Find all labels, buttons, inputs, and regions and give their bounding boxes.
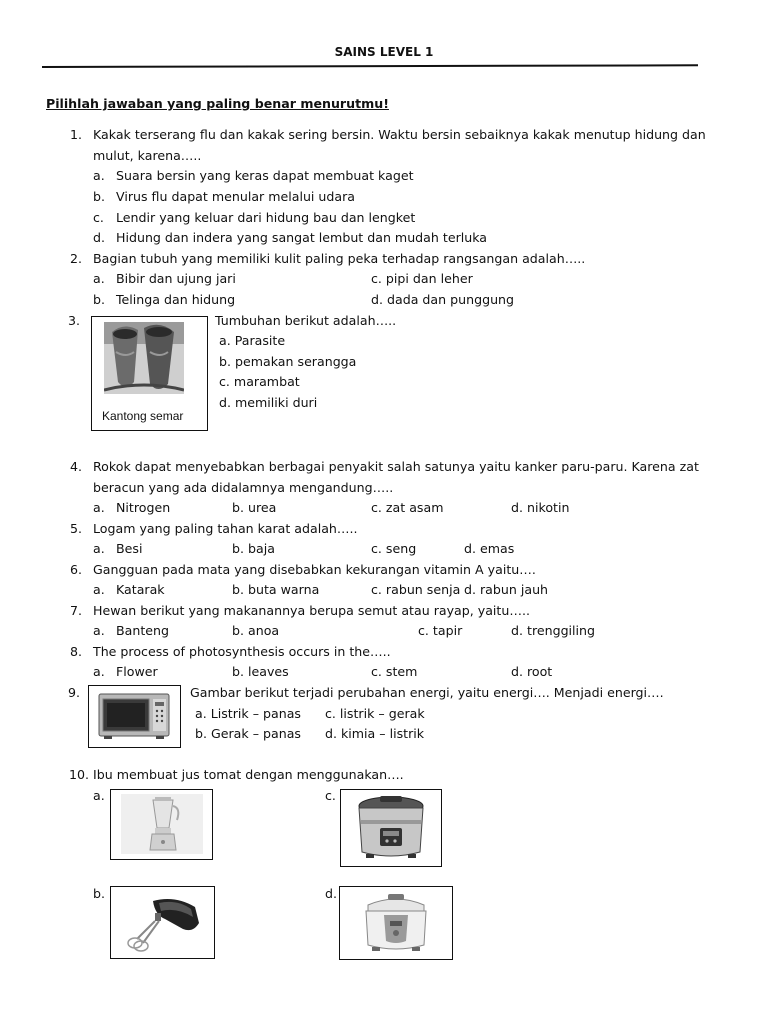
option-b: b. [93, 886, 105, 901]
option-b: Telinga dan hidung [116, 292, 236, 307]
question-text: Ibu membuat jus tomat dengan menggunakan…. [93, 767, 404, 782]
question-number: 10. [68, 767, 89, 782]
microwave-icon [98, 692, 170, 740]
question-number: 8. [69, 644, 82, 659]
option-a: Nitrogen [116, 500, 171, 515]
option-c: c. rabun senja [371, 582, 461, 597]
option-b: b. urea [232, 500, 277, 515]
question-number: 5. [69, 521, 82, 536]
option-d: d. dada dan punggung [371, 292, 515, 307]
option-d: d. trenggiling [511, 623, 596, 638]
hand-mixer-icon [125, 893, 203, 953]
option-d: d. rabun jauh [464, 582, 549, 597]
option-key: b. [93, 189, 105, 204]
option-c: c. tapir [418, 623, 463, 638]
question-text: The process of photosynthesis occurs in the….. [93, 644, 391, 659]
option-b: b. leaves [232, 664, 289, 679]
question-text: Gambar berikut terjadi perubahan energi, yaitu energi…. Menjadi energi…. [190, 685, 664, 700]
figure-rice-cooker-d [339, 886, 453, 960]
option-d: d. root [511, 664, 553, 679]
option-c: c. marambat [219, 374, 300, 389]
instruction: Pilihlah jawaban yang paling benar menurutmu! [46, 96, 389, 111]
blender-icon [121, 794, 203, 854]
question-text: Gangguan pada mata yang disebabkan kekurangan vitamin A yaitu…. [93, 562, 536, 577]
figure-hand-mixer [110, 886, 215, 959]
question-text-cont: mulut, karena….. [93, 148, 202, 163]
rice-cooker-2-icon [360, 891, 432, 955]
option-c: c. [325, 788, 336, 803]
option-key: b. [93, 292, 105, 307]
question-number: 7. [69, 603, 82, 618]
option-key: a. [93, 500, 105, 515]
question-text-cont: beracun yang ada didalamnya mengandung….. [93, 480, 394, 495]
option-d: d. nikotin [511, 500, 570, 515]
question-text: Bagian tubuh yang memiliki kulit paling peka terhadap rangsangan adalah….. [93, 251, 586, 266]
option-c: c. seng [371, 541, 417, 556]
option-b: b. baja [232, 541, 275, 556]
question-text: Hewan berikut yang makanannya berupa semut atau rayap, yaitu….. [93, 603, 530, 618]
option-d: Hidung dan indera yang sangat lembut dan mudah terluka [116, 230, 488, 245]
option-a: a. [93, 788, 105, 803]
option-key: a. [93, 271, 105, 286]
option-c: c. zat asam [371, 500, 444, 515]
question-number: 9. [67, 685, 80, 700]
figure-microwave [88, 685, 181, 748]
option-c: c. stem [371, 664, 418, 679]
option-a: a. Parasite [219, 333, 286, 348]
question-number: 2. [69, 251, 82, 266]
option-d: d. emas [464, 541, 515, 556]
page-title: SAINS LEVEL 1 [334, 45, 434, 59]
figure-caption: Kantong semar [102, 409, 184, 423]
question-text: Tumbuhan berikut adalah….. [215, 313, 397, 328]
option-key: a. [93, 582, 105, 597]
option-c: c. pipi dan leher [371, 271, 473, 286]
option-key: d. [93, 230, 105, 245]
option-b: Virus flu dapat menular melalui udara [116, 189, 356, 204]
option-a: Bibir dan ujung jari [116, 271, 236, 286]
option-key: a. [93, 168, 105, 183]
question-number: 4. [69, 459, 82, 474]
option-key: a. [93, 623, 105, 638]
header-rule [42, 64, 698, 68]
option-c: c. listrik – gerak [325, 706, 425, 721]
option-key: a. [93, 541, 105, 556]
rice-cooker-icon [354, 794, 428, 862]
question-number: 1. [69, 127, 82, 142]
question-number: 3. [67, 313, 80, 328]
option-b: b. pemakan serangga [219, 354, 357, 369]
option-a: Suara bersin yang keras dapat membuat kaget [116, 168, 414, 183]
question-text: Rokok dapat menyebabkan berbagai penyakit salah satunya yaitu kanker paru-paru. Karena zat [93, 459, 699, 474]
option-b: b. anoa [232, 623, 280, 638]
figure-blender [110, 789, 213, 860]
option-key: c. [93, 210, 104, 225]
option-a: Flower [116, 664, 158, 679]
option-c: Lendir yang keluar dari hidung bau dan lengket [116, 210, 416, 225]
figure-rice-cooker-c [340, 789, 442, 867]
option-a: Katarak [116, 582, 165, 597]
question-text: Kakak terserang flu dan kakak sering bersin. Waktu bersin sebaiknya kakak menutup hidung dan [93, 127, 706, 142]
question-number: 6. [69, 562, 82, 577]
option-d: d. [325, 886, 337, 901]
option-a: Banteng [116, 623, 170, 638]
option-d: d. kimia – listrik [325, 726, 425, 741]
figure-pitcher-plant [91, 316, 208, 431]
option-d: d. memiliki duri [219, 395, 318, 410]
option-a: a. Listrik – panas [195, 706, 301, 721]
pitcher-plant-icon [104, 322, 184, 394]
option-a: Besi [116, 541, 143, 556]
question-text: Logam yang paling tahan karat adalah….. [93, 521, 358, 536]
option-key: a. [93, 664, 105, 679]
option-b: b. buta warna [232, 582, 320, 597]
option-b: b. Gerak – panas [195, 726, 301, 741]
